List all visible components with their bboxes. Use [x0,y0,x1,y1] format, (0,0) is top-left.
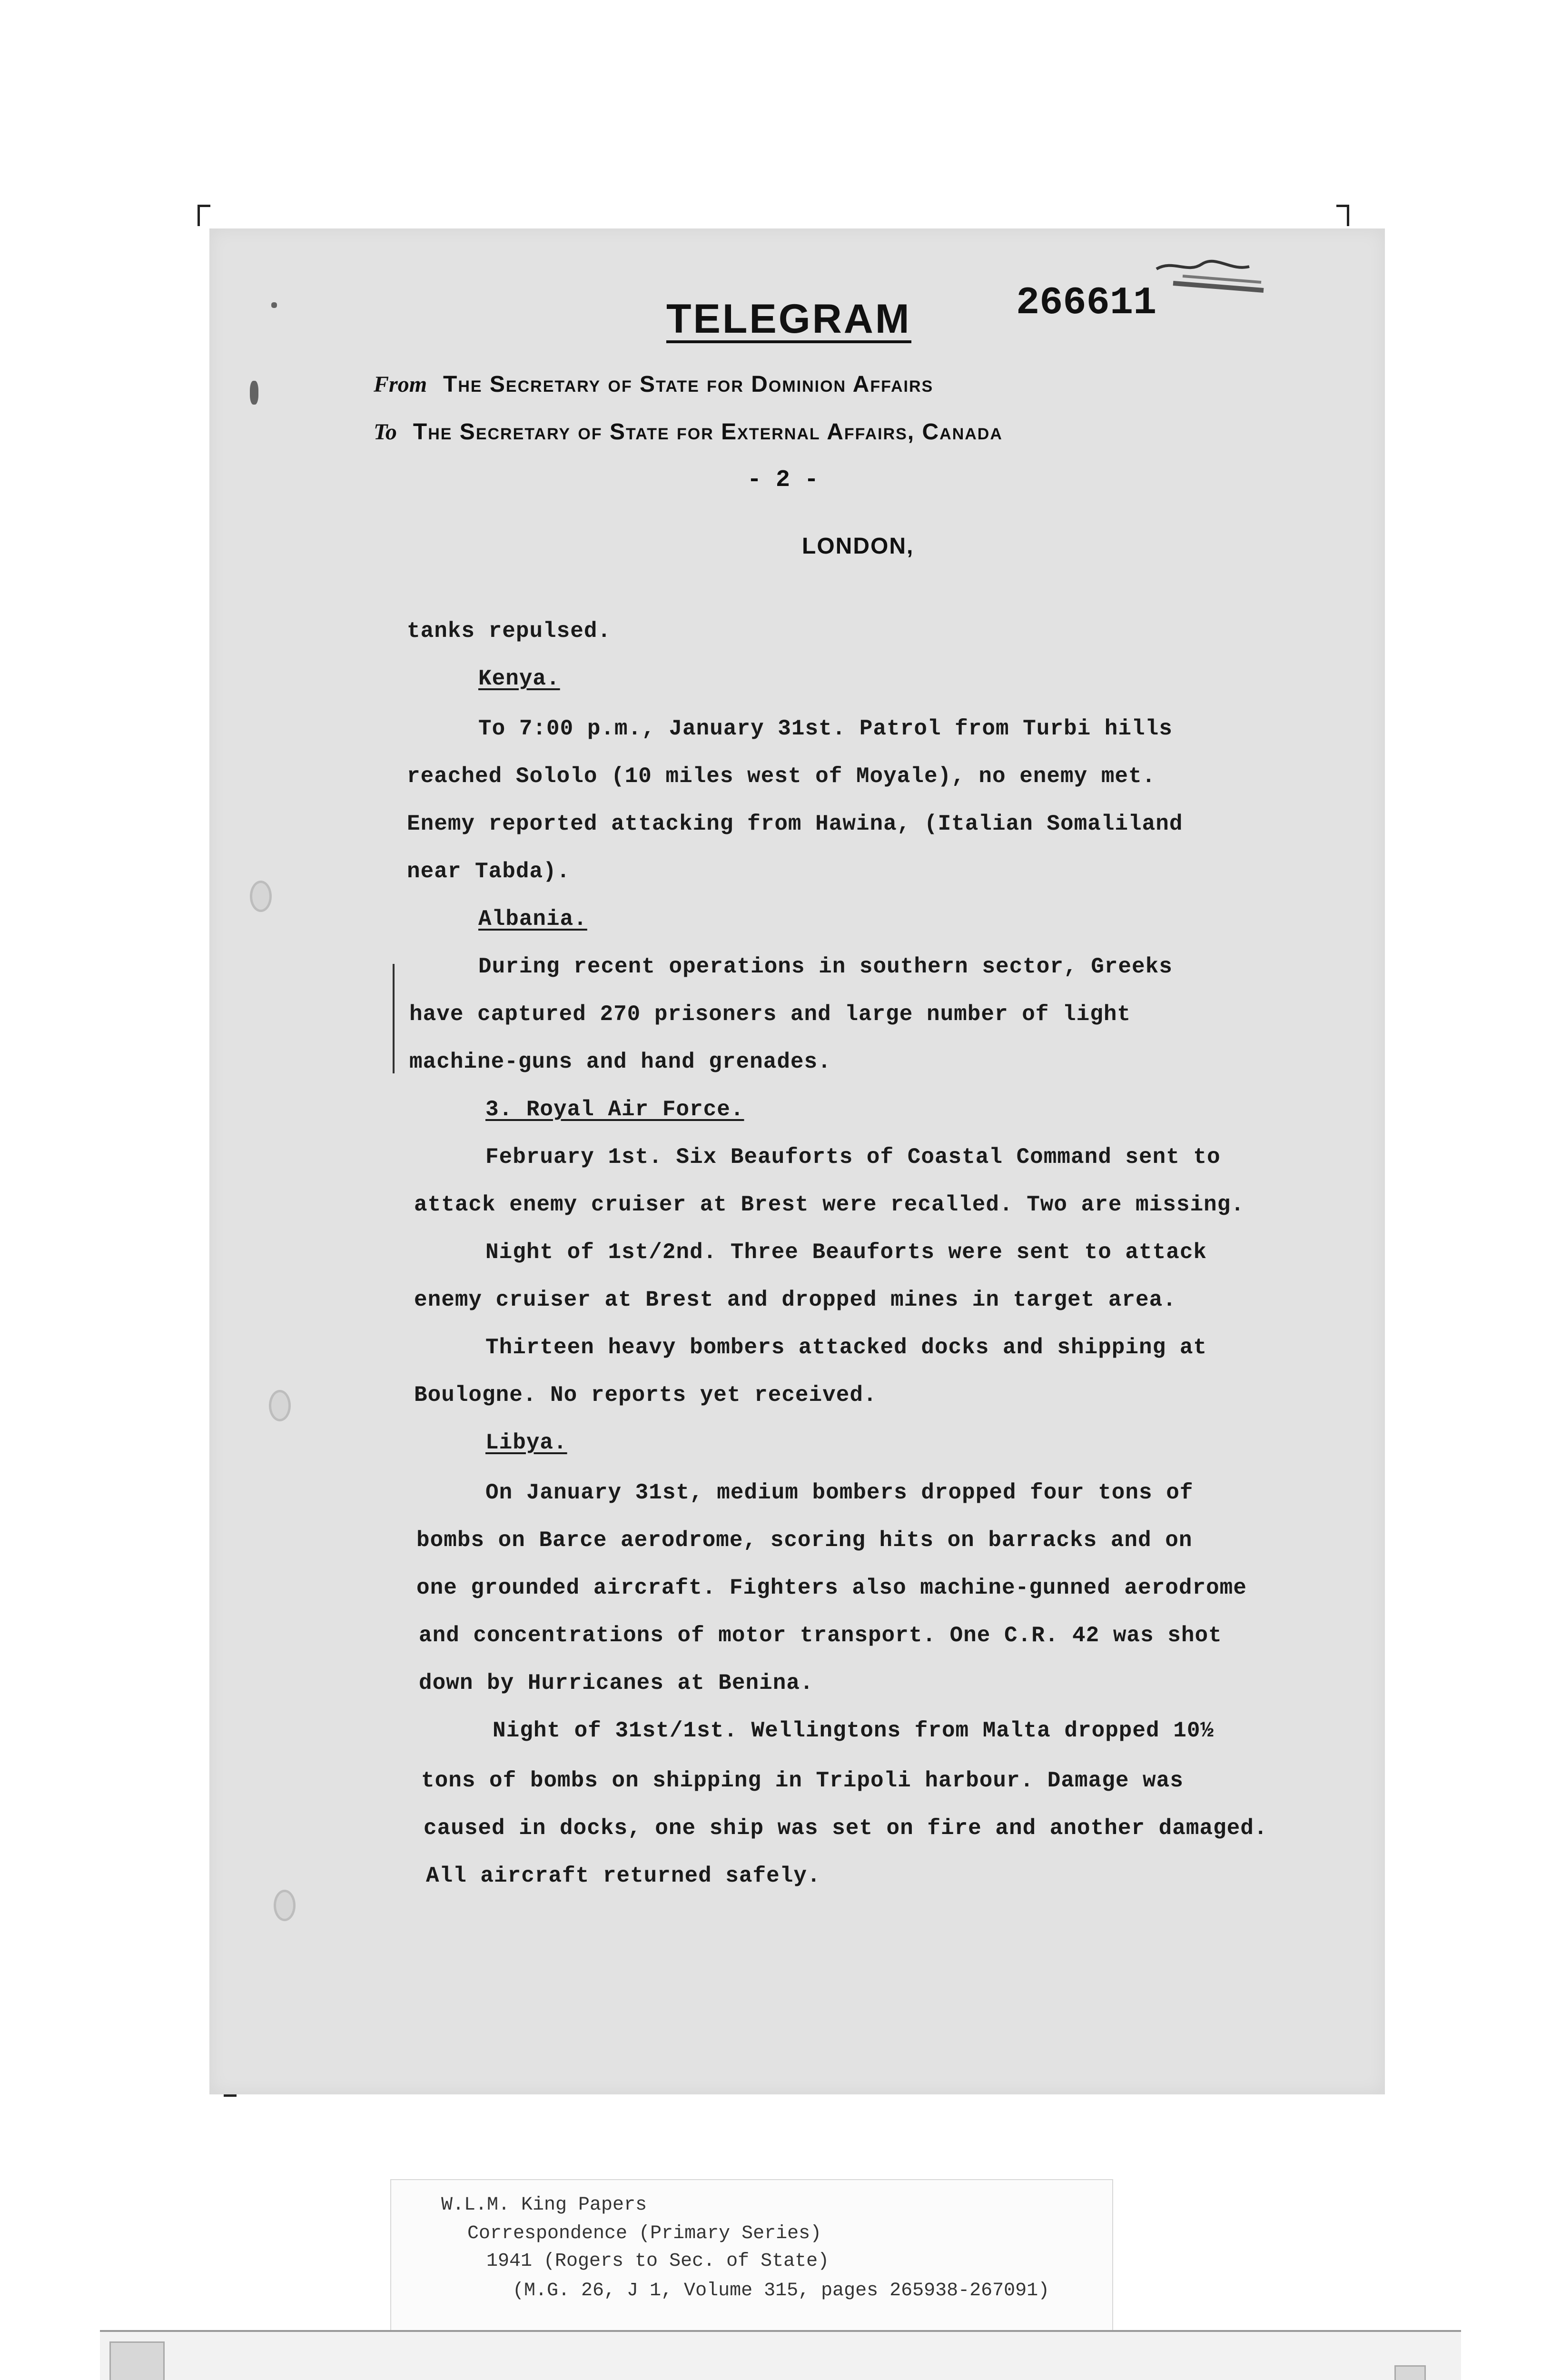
body-line: Night of 31st/1st. Wellingtons from Malta dropped 10½ [493,1718,1215,1743]
slip-year: 1941 (Rogers to Sec. of State) [486,2251,830,2272]
tape-strip [109,2341,165,2380]
punch-hole [274,1890,296,1921]
margin-line [393,964,395,1073]
body-line: near Tabda). [407,859,571,884]
to-line [374,419,1003,445]
document-number: 266611 [1016,281,1157,325]
body-line: have captured 270 prisoners and large number of light [409,1002,1131,1027]
body-line: enemy cruiser at Brest and dropped mines in target area. [414,1288,1176,1312]
to-text: The Secretary of State for External Affairs, Canada [413,419,1003,445]
body-line: down by Hurricanes at Benina. [419,1671,814,1696]
tape-strip [1394,2365,1426,2380]
ink-smudge [271,302,277,308]
body-line: Boulogne. No reports yet received. [414,1383,877,1408]
from-line [374,371,933,397]
body-line: tanks repulsed. [407,619,612,644]
body-line: attack enemy cruiser at Brest were recalled. Two are missing. [414,1192,1245,1217]
slip-collection: W.L.M. King Papers [441,2194,647,2216]
body-line: one grounded aircraft. Fighters also machine-gunned aerodrome [416,1576,1247,1600]
page-marker: - 2 - [747,466,819,494]
body-line: caused in docks, one ship was set on fire and another damaged. [424,1816,1268,1841]
body-line: Night of 1st/2nd. Three Beauforts were sent to attack [485,1240,1207,1265]
telegram-title: TELEGRAM [666,298,911,343]
from-label: From [374,372,427,397]
body-line: February 1st. Six Beauforts of Coastal Command sent to [485,1145,1221,1170]
crop-mark-top-left [198,205,210,226]
body-line: tons of bombs on shipping in Tripoli harbour. Damage was [421,1768,1184,1793]
section-heading: Kenya. [478,666,560,691]
body-line: During recent operations in southern sector, Greeks [478,954,1173,979]
crop-mark-top-right [1336,205,1349,226]
body-line: reached Sololo (10 miles west of Moyale), no enemy met. [407,764,1156,789]
ink-smudge [250,381,258,405]
body-line: To 7:00 p.m., January 31st. Patrol from Turbi hills [478,716,1173,741]
slip-series: Correspondence (Primary Series) [467,2223,822,2244]
public-archives-stamp [100,2330,1461,2380]
section-heading: Albania. [478,907,587,932]
body-line: All aircraft returned safely. [426,1864,821,1888]
punch-hole [250,881,272,912]
handwritten-mark [1154,255,1268,298]
section-heading: 3. Royal Air Force. [485,1097,744,1122]
slip-volume: (M.G. 26, J 1, Volume 315, pages 265938-267091) [513,2280,1050,2301]
body-line: Enemy reported attacking from Hawina, (Italian Somaliland [407,812,1183,836]
origin-city: LONDON, [802,534,914,559]
body-line: bombs on Barce aerodrome, scoring hits on barracks and on [416,1528,1193,1553]
archive-reference-slip [390,2179,1113,2333]
body-line: machine-guns and hand grenades. [409,1050,831,1074]
telegram-page [209,228,1385,2094]
body-line: Thirteen heavy bombers attacked docks and shipping at [485,1335,1207,1360]
from-text: The Secretary of State for Dominion Affairs [443,372,934,397]
to-label: To [374,419,397,445]
body-line: On January 31st, medium bombers dropped four tons of [485,1480,1194,1505]
body-line: and concentrations of motor transport. One C.R. 42 was shot [419,1623,1222,1648]
section-heading: Libya. [485,1430,567,1455]
punch-hole [269,1390,291,1421]
